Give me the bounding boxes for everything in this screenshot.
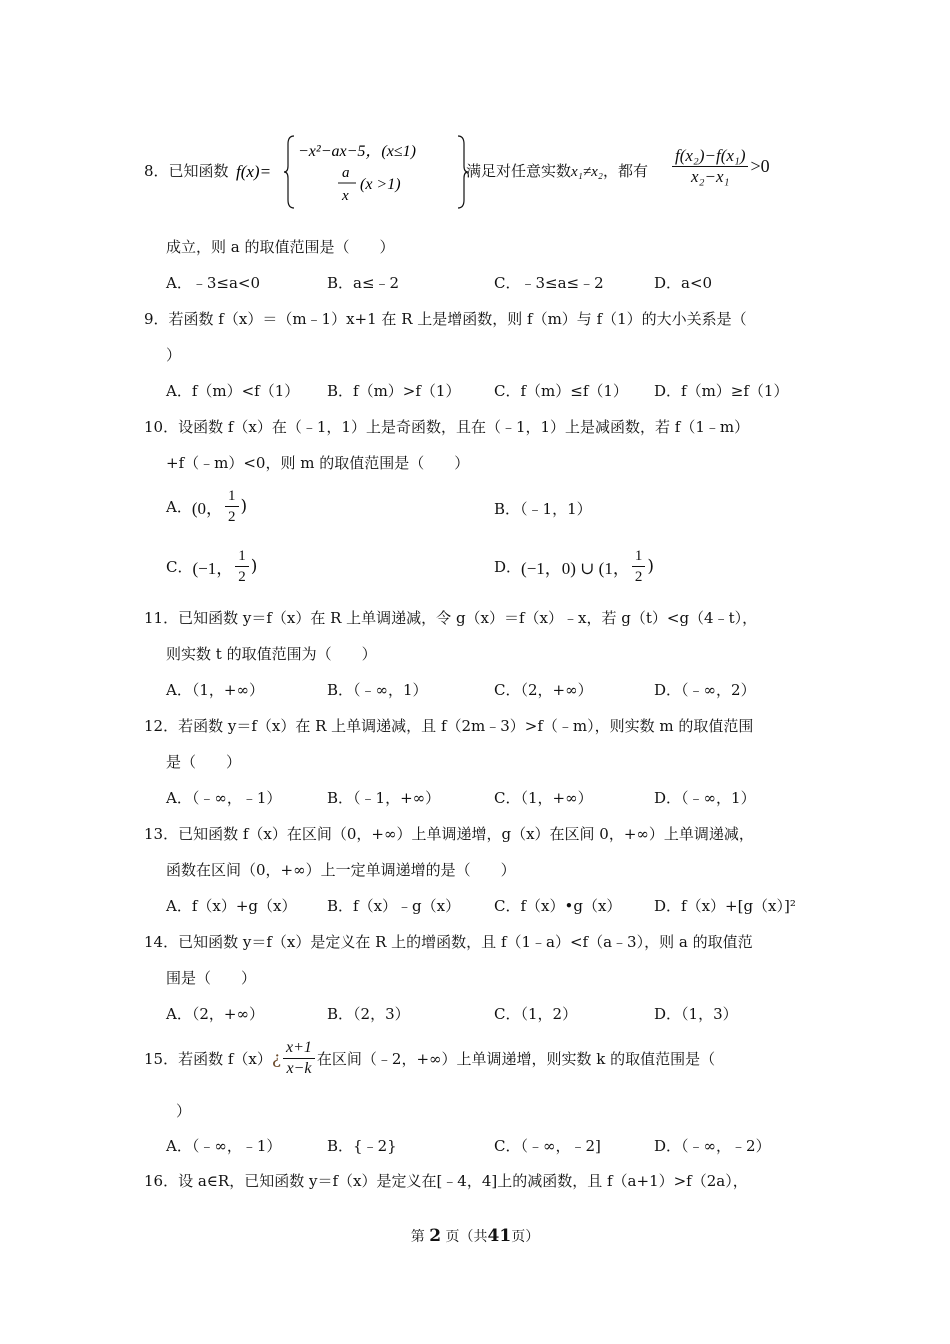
- q8-comma: ，都有: [603, 162, 649, 180]
- footer-total-pages: 41: [487, 1226, 512, 1246]
- q10-option-d-body: (−1，0) ∪ (1，: [521, 559, 630, 578]
- footer-post: 页）: [511, 1229, 540, 1245]
- q9-line2: ）: [166, 346, 182, 364]
- q12-option-d: D．（﹣∞，1）: [654, 789, 756, 807]
- footer-pre: 第: [410, 1229, 425, 1245]
- q11-option-c: C．（2，+∞）: [494, 681, 593, 699]
- q10-option-d-close: ): [647, 556, 654, 577]
- q14-option-b: B．（2，3）: [327, 1005, 410, 1023]
- q13-line2: 函数在区间（0，+∞）上一定单调递增的是（ ）: [166, 861, 516, 879]
- q11-option-b: B．（﹣∞，1）: [327, 681, 428, 699]
- q13-option-a: A．f（x）+g（x）: [166, 897, 297, 915]
- q10-option-b: B．（﹣1，1）: [494, 500, 592, 518]
- q8-mid: 满足对任意实数: [466, 162, 572, 180]
- q8-option-b: B．a≤﹣2: [327, 274, 400, 292]
- q10-option-d: [494, 546, 654, 587]
- q14-line2: 围是（ ）: [166, 969, 257, 987]
- q9-option-c: C．f（m）≤f（1）: [494, 382, 628, 400]
- q8-lead: 已知函数: [168, 162, 229, 180]
- q12-line2: 是（ ）: [166, 753, 242, 771]
- q8-option-a: A．﹣3≤a<0: [166, 274, 260, 292]
- q13-option-c: C．f（x）•g（x）: [494, 897, 622, 915]
- q8-piece2-cond: (x >1): [360, 176, 401, 193]
- q10-option-d-label: D．: [494, 558, 522, 576]
- q16-line1: 16．设 a∈R，已知函数 y＝f（x）是定义在[﹣4，4]上的减函数，且 f（a+1）>f（2a），: [144, 1172, 748, 1190]
- q10-option-a-body: (0，: [191, 499, 224, 518]
- q8-piece1: −x²−ax−5，(x≤1): [298, 143, 416, 160]
- q10-option-a-label: A．: [166, 498, 192, 516]
- q15-line2: ）: [176, 1102, 192, 1120]
- q9-option-a: A．f（m）<f（1）: [166, 382, 300, 400]
- q10-d-half-den: 2: [634, 569, 643, 585]
- q12-option-c: C．（1，+∞）: [494, 789, 593, 807]
- q10-option-a: [166, 486, 247, 527]
- q10-option-c: [166, 546, 257, 587]
- q15-glyph: ¿: [271, 1048, 281, 1069]
- q10-a-half-num: 1: [225, 486, 239, 507]
- q8-piecewise-function: [236, 130, 476, 214]
- q10-c-half-num: 1: [235, 546, 249, 567]
- footer-page-number: 2: [429, 1226, 442, 1246]
- q13-line1: 13．已知函数 f（x）在区间（0，+∞）上单调递增，g（x）在区间 0，+∞）上单调递减，: [144, 825, 754, 843]
- q15-frac-den: x−k: [286, 1060, 312, 1077]
- q8-line2: 成立，则 a 的取值范围是（ ）: [166, 238, 395, 256]
- footer-mid: 页（共: [445, 1229, 488, 1245]
- q9-line1: 9．若函数 f（x）＝（m﹣1）x+1 在 R 上是增函数，则 f（m）与 f（1）的大小关系是（: [144, 310, 747, 328]
- q10-line1: 10．设函数 f（x）在（﹣1，1）上是奇函数，且在（﹣1，1）上是减函数，若 f（1﹣m）: [144, 418, 750, 436]
- q10-option-a-close: ): [240, 496, 248, 517]
- q8-piece2-a: a: [342, 165, 350, 181]
- q12-option-a: A．（﹣∞，﹣1）: [166, 789, 282, 807]
- q8-piece2-x: x: [342, 188, 349, 204]
- q15-lead: 15．若函数 f（x）: [144, 1050, 272, 1068]
- q8-frac-den: x₂−x₁: [691, 167, 730, 186]
- q15-option-a: A．（﹣∞，﹣1）: [166, 1137, 282, 1155]
- q8-option-c: C．﹣3≤a≤﹣2: [494, 274, 604, 292]
- q11-line1: 11．已知函数 y＝f（x）在 R 上单调递减，令 g（x）＝f（x）﹣x，若 g（t）<g（4﹣t），: [144, 609, 758, 627]
- q10-line2: +f（﹣m）<0，则 m 的取值范围是（ ）: [166, 454, 470, 472]
- q8-left-brace: [284, 136, 294, 208]
- q13-option-d: D．f（x）+[g（x）]²: [654, 897, 796, 915]
- q13-option-b: B．f（x）﹣g（x）: [327, 897, 461, 915]
- q11-option-d: D．（﹣∞，2）: [654, 681, 756, 699]
- q10-option-c-label: C．: [166, 558, 193, 576]
- q8-fx: f(x)=: [236, 162, 272, 181]
- q15-option-d: D．（﹣∞，﹣2）: [654, 1137, 771, 1155]
- q9-option-d: D．f（m）≥f（1）: [654, 382, 789, 400]
- q14-option-c: C．（1，2）: [494, 1005, 578, 1023]
- q8-frac-num: f(x₂)−f(x₁): [672, 146, 748, 167]
- q14-option-d: D．（1，3）: [654, 1005, 738, 1023]
- q10-d-half-num: 1: [632, 546, 646, 567]
- q8-option-d: D．a<0: [654, 274, 713, 292]
- page-footer: [0, 1226, 950, 1247]
- q14-option-a: A．（2，+∞）: [166, 1005, 264, 1023]
- q14-line1: 14．已知函数 y＝f（x）是定义在 R 上的增函数，且 f（1﹣a）<f（a﹣3），则 a 的取值范: [144, 933, 753, 951]
- q10-a-half-den: 2: [228, 509, 236, 525]
- q8-cond: x₁≠x₂: [571, 164, 603, 180]
- q8-number: 8．: [144, 162, 169, 180]
- q8-fraction: [670, 146, 770, 187]
- q9-option-b: B．f（m）>f（1）: [327, 382, 461, 400]
- q15-tail: 在区间（﹣2，+∞）上单调递增，则实数 k 的取值范围是（: [316, 1050, 716, 1068]
- q8-condition: [466, 160, 648, 183]
- q12-line1: 12．若函数 y＝f（x）在 R 上单调递减，且 f（2m﹣3）>f（﹣m），则实数 m 的取值范围: [144, 717, 754, 735]
- q11-line2: 则实数 t 的取值范围为（ ）: [166, 645, 377, 663]
- q10-option-c-close: ): [250, 556, 258, 577]
- q15-option-c: C．（﹣∞，﹣2]: [494, 1137, 601, 1155]
- q10-c-half-den: 2: [238, 569, 246, 585]
- q15-line1: [144, 1038, 715, 1079]
- q8-tail: >0: [750, 156, 770, 176]
- q15-option-b: B．{﹣2}: [327, 1137, 397, 1155]
- q8-line1: [144, 160, 229, 182]
- q15-frac-num: x+1: [283, 1038, 315, 1059]
- q10-option-c-body: (−1，: [192, 559, 234, 578]
- q11-option-a: A．（1，+∞）: [166, 681, 264, 699]
- q12-option-b: B．（﹣1，+∞）: [327, 789, 441, 807]
